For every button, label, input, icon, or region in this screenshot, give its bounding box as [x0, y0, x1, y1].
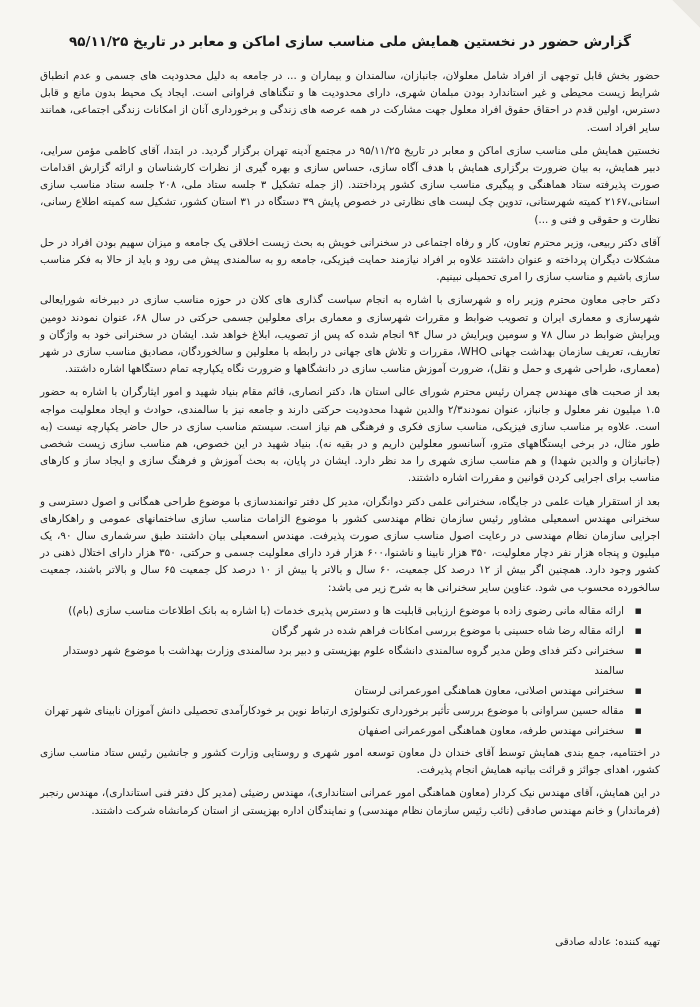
list-item: ▪ سخنرانی مهندس اصلانی، معاون هماهنگی امورعمرانی لرستان — [40, 681, 642, 701]
rabiei-paragraph: آقای دکتر ربیعی، وزیر محترم تعاون، کار و رفاه اجتماعی در سخنرانی خویش به بحث زیست اخلاقی یک جامعه و میزان سهیم بودن افراد در حل مشکلات دیگران پرداخته و عنوان داشتند علاوه بر افراد نیازمند حمایت فیزیکی، جامعه رو به سالمندی پیش می رود و باید از حالا به فکر مناسب سازی باشیم و مناسب سازی را امری تحمیلی نبینیم. — [40, 236, 660, 284]
scientific-panel-paragraph: بعد از استقرار هیات علمی در جایگاه، سخنرانی علمی دکتر دوانگران، مدیر کل دفتر توانمندسازی با موضوع طراحی همگانی و اصول دسترسی و سخنرانی مهندس اسمعیلی مشاور رئیس سازمان نظام مهندسی کشور با موضوع الزامات مناسب سازی ساختمانهای عمومی و راهکارهای اجرایی سازمان نظام مهندسی در رعایت اصول مناسب سازی صورت پذیرفت. مهندس اسمعیلی بیان داشتند طبق سرشماری سال ۹۰، یک میلیون و پنجاه هزار نفر دچار معلولیت، ۳۵۰ هزار نابینا و ناشنوا،۶۰۰ هزار فرد دارای معلولیت جسمی و حرکتی، ۳۵۰ هزار دارای اختلال ذهنی در کشور وجود دارد. همچنین اگر بیش از ۱۲ درصد کل جمعیت، ۶۰ سال و بالاتر یا بیش از ۱۰ درصد کل جمعیت ۶۵ سال و بالاتر باشند، جمعیت سالخورده محسوب می شود. عناوین سایر سخنرانی ها به شرح زیر می باشد: — [40, 495, 660, 594]
closing-paragraph: در اختتامیه، جمع بندی همایش توسط آقای خندان دل معاون توسعه امور شهری و روستایی وزارت کشور و جانشین رئیس ستاد مناسب سازی کشور، اهدای جوائز و قرائت بیانیه همایش انجام پذیرفت. — [40, 746, 660, 777]
conference-paragraph: نخستین همایش ملی مناسب سازی اماکن و معابر در تاریخ ۹۵/۱۱/۲۵ در مجتمع آدینه تهران برگزار گردید. در ابتدا، آقای کاظمی مؤمن سرایی، دبیر همایش، به بیان ضرورت برگزاری همایش با هدف آگاه سازی، حساس سازی و بهره گیری از نظرات کارشناسان و ارائه گزارش اقدامات صورت پذیرفته ستاد هماهنگی و پیگیری مناسب سازی کشور پرداختند. (از جمله تشکیل ۳ جلسه ستاد ملی، ۲۰۸ جلسه ستاد مناسب سازی استانی،۲۱۶۷ کمیته شهرستانی، تدوین چک لیست های نظارتی در خصوص پایش ۳۹ دستگاه در ۳۱ استان کشور، تشکیل سه کمیته اطلاع رسانی، نظارت و حقوقی و فنی و ...) — [40, 144, 660, 226]
talks-list — [40, 601, 660, 741]
list-item: ▪ مقاله حسین سراوانی با موضوع بررسی تأثیر برخورداری تکنولوژی ارتباط نوین بر خودکارآمدی تحصیلی دانش آموزان نابینای شهر تهران — [40, 701, 642, 721]
haji-paragraph: دکتر حاجی معاون محترم وزیر راه و شهرسازی با اشاره به انجام سیاست گذاری های کلان در حوزه مناسب سازی در دبیرخانه شورایعالی شهرسازی و معماری ایران و تصویب ضوابط و مقررات شهرسازی و معماری برای معلولین جسمی حرکتی در سال ۶۸، عنوان نمودند دومین ویرایش ضوابط در سال ۷۸ و سومین ویرایش در سال ۹۴ انجام شده که پس از تصویب، ابلاغ خواهد شد. ایشان در سخنرانی خود به واژگان و تعاریف، تعریف سازمان بهداشت جهانی WHO، مقررات و تلاش های جهانی در رابطه با معلولین و سالخوردگان، مصادیق مناسب سازی در شهر (معماری، طراحی شهری و حمل و نقل)، ضرورت آموزش مناسب سازی در دانشگاهها و ضرورت نگاه یکپارچه تمام دستگاهها اشاره داشتند. — [40, 294, 661, 376]
report-title: گزارش حضور در نخستین همایش ملی مناسب سازی اماکن و معابر در تاریخ ۹۵/۱۱/۲۵ — [69, 34, 631, 50]
list-item: ▪ ارائه مقاله رضا شاه حسینی با موضوع بررسی امکانات فراهم شده در شهر گرگان — [40, 621, 642, 641]
list-item: ▪ سخنرانی مهندس طرفه، معاون هماهنگی امورعمرانی اصفهان — [40, 721, 642, 741]
list-item: ▪ ارائه مقاله مانی رضوی زاده با موضوع ارزیابی قابلیت ها و دسترس پذیری خدمات (با اشاره به بانک اطلاعات مناسب سازی (بام)) — [40, 601, 642, 621]
report-author: تهیه کننده: عادله صادقی — [555, 936, 660, 948]
ansari-paragraph: بعد از صحبت های مهندس چمران رئیس محترم شورای عالی استان ها، دکتر انصاری، قائم مقام بنیاد شهید و امور ایثارگران با اشاره به حضور ۱.۵ میلیون نفر معلول و جانباز، عنوان نمودند۲/۳ والدین شهدا محدودیت حرکتی دارند و جامعه نیز با سالمندی، حوادث و ایجاد معلولیت مواجه است. علاوه بر مناسب سازی فیزیکی، مناسب سازی فکری و فرهنگی هم نیاز است. سیستم مناسب سازی در حال حاضر یکپارچه نیست (به طور مثال، در برخی ایستگاههای مترو، آسانسور معلولین داریم و در بقیه نه). بنیاد شهید در این خصوص، هم مناسب سازی زیست شخصی (جانبازان و والدین شهدا) و هم مناسب سازی شهری را مد نظر دارد. ایشان در پایان، به بحث آموزش و فرهنگ سازی و ایجاد ساز و کارهای مناسب برای اجرایی کردن قوانین و مقررات اشاره داشتند. — [40, 386, 661, 485]
list-item: ▪ سخنرانی دکتر فدای وطن مدیر گروه سالمندی دانشگاه علوم بهزیستی و دبیر برد سالمندی وزارت بهداشت با موضوع شهر دوستدار سالمند — [40, 641, 642, 681]
intro-paragraph: حضور بخش قابل توجهی از افراد شامل معلولان، جانبازان، سالمندان و بیماران و ... در جامعه به دلیل محدودیت های جسمی و عدم انطباق شرایط زیست محیطی و غیر استاندارد بودن مبلمان شهری، دارای محدودیت ها و تنگناهای فراوانی است. ایجاد یک محیط بدون مانع و قابل دسترس، اولین قدم در احقاق حقوق افراد معلول جهت مشارکت در همه عرصه های زندگی و برخورداری آنان از امکانات زندگی اجتماعی، همانند سایر افراد است. — [40, 70, 660, 134]
attendees-paragraph: در این همایش، آقای مهندس نیک کردار (معاون هماهنگی امور عمرانی استانداری)، مهندس رضیئی (مدیر کل دفتر فنی استانداری)، مهندس رنجبر (فرماندار) و خانم مهندس صادقی (نائب رئیس سازمان نظام مهندسی) و نمایندگان اداره بهزیستی از استان کرمانشاه شرکت داشتند. — [40, 787, 660, 817]
